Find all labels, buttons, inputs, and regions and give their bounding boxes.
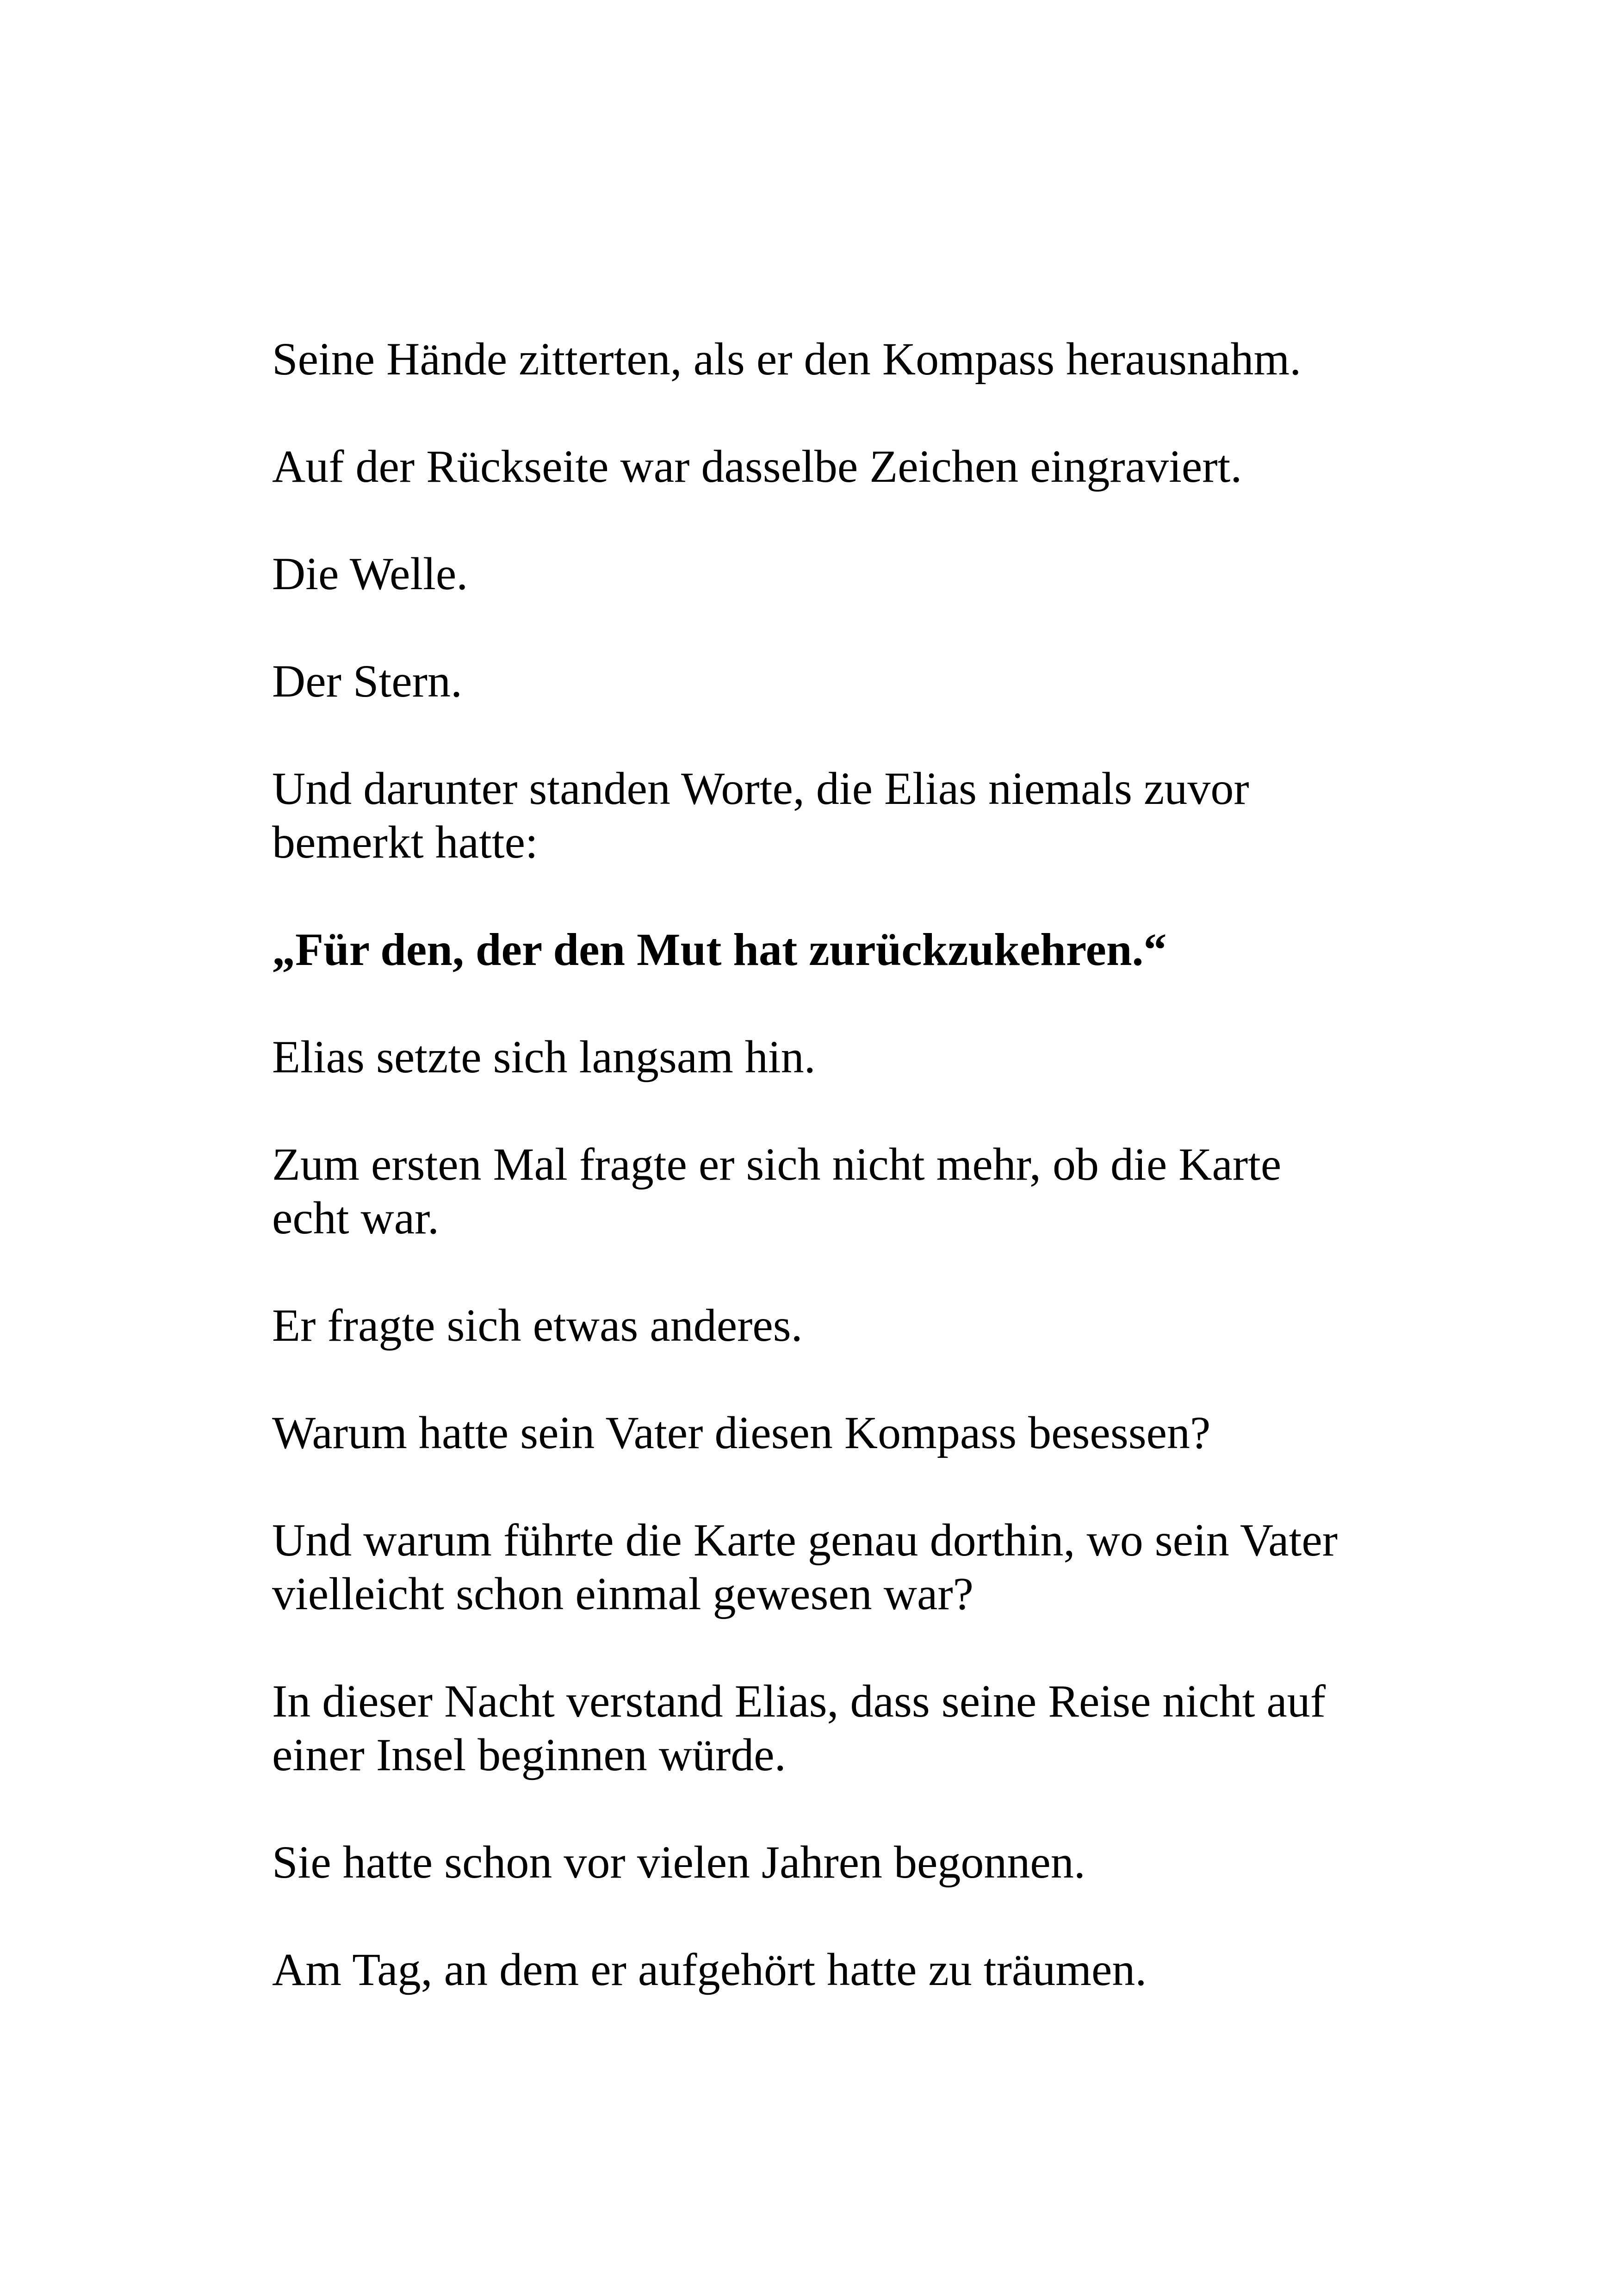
- text-line: Und darunter standen Worte, die Elias niemals zuvor: [272, 763, 1249, 814]
- paragraph: [272, 1138, 1392, 1245]
- paragraph: [272, 440, 1392, 493]
- paragraph: [272, 654, 1392, 708]
- paragraph: [272, 1513, 1392, 1621]
- text-line: vielleicht schon einmal gewesen war?: [272, 1568, 974, 1619]
- text-line: echt war.: [272, 1192, 439, 1244]
- text-line: Warum hatte sein Vater diesen Kompass besessen?: [272, 1407, 1211, 1458]
- paragraph: [272, 1674, 1392, 1782]
- text-line: Seine Hände zitterten, als er den Kompass herausnahm.: [272, 333, 1302, 385]
- paragraph: [272, 1030, 1392, 1084]
- paragraph: [272, 1299, 1392, 1352]
- paragraph: [272, 1836, 1392, 1889]
- text-line: Er fragte sich etwas anderes.: [272, 1300, 803, 1351]
- paragraph: [272, 762, 1392, 869]
- text-line: einer Insel beginnen würde.: [272, 1729, 786, 1780]
- text-line: Der Stern.: [272, 655, 462, 707]
- text-line: In dieser Nacht verstand Elias, dass seine Reise nicht auf: [272, 1675, 1326, 1727]
- paragraph: [272, 547, 1392, 601]
- bold-quote-paragraph: [272, 923, 1392, 977]
- text-line: Und warum führte die Karte genau dorthin, wo sein Vater: [272, 1514, 1338, 1566]
- text-line: Am Tag, an dem er aufgehört hatte zu träumen.: [272, 1944, 1147, 1995]
- paragraph: [272, 1406, 1392, 1460]
- paragraph: [272, 1943, 1392, 1997]
- text-line: Sie hatte schon vor vielen Jahren begonnen.: [272, 1836, 1085, 1888]
- text-line: Auf der Rückseite war dasselbe Zeichen eingraviert.: [272, 441, 1242, 492]
- text-line: bemerkt hatte:: [272, 816, 538, 868]
- text-line: Zum ersten Mal fragte er sich nicht mehr, ob die Karte: [272, 1139, 1282, 1190]
- paragraph: [272, 332, 1392, 386]
- text-line: „Für den, der den Mut hat zurückzukehren.“: [272, 924, 1167, 975]
- text-line: Elias setzte sich langsam hin.: [272, 1031, 816, 1083]
- text-line: Die Welle.: [272, 548, 468, 599]
